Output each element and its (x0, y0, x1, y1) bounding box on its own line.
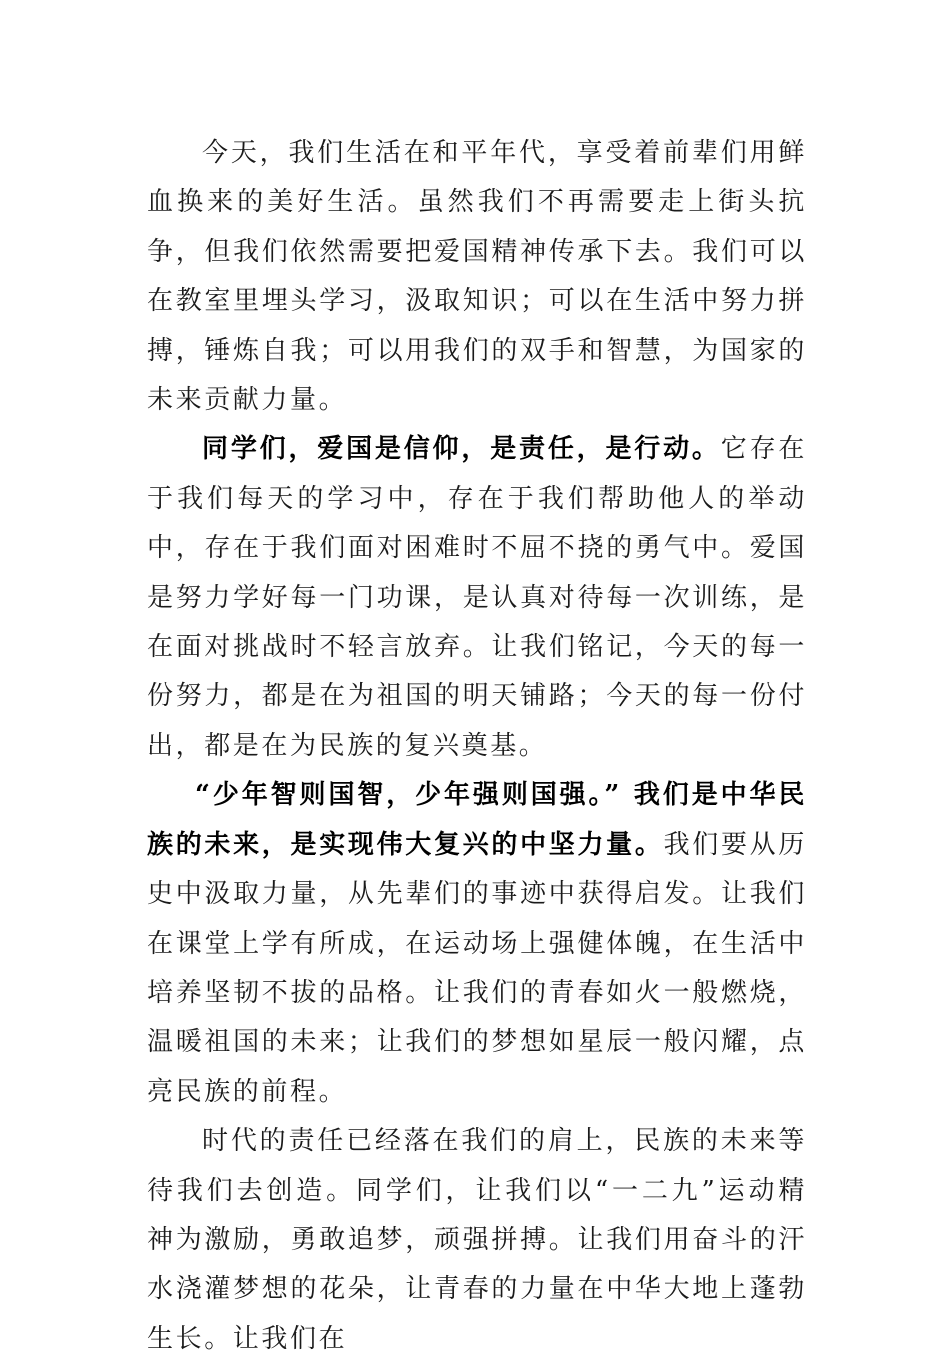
paragraph-3-text: 我们要从历史中汲取力量，从先辈们的事迹中获得启发。让我们在课堂上学有所成，在运动场上强健体魄，在生活中培养坚韧不拔的品格。让我们的青春如火一般燃烧，温暖祖国的未来；让我们的梦想如星辰一般闪耀，点亮民族的前程。 (147, 829, 807, 1107)
paragraph-2 (147, 425, 807, 771)
paragraph-3-bold: “少年智则国智，少年强则国强。” 我们是中华民族的未来，是实现伟大复兴的中坚力量。 (147, 780, 807, 860)
paragraph-2-bold: 同学们，爱国是信仰，是责任，是行动。 (202, 434, 721, 465)
paragraph-4 (147, 1117, 807, 1364)
document-body (147, 129, 807, 1364)
paragraph-2-text: 它存在于我们每天的学习中，存在于我们帮助他人的举动中，存在于我们面对困难时不屈不挠的勇气中。爱国是努力学好每一门功课，是认真对待每一次训练，是在面对挑战时不轻言放弃。让我们铭记，今天的每一份努力，都是在为祖国的明天铺路；今天的每一份付出，都是在为民族的复兴奠基。 (147, 434, 807, 761)
paragraph-1 (147, 129, 807, 425)
paragraph-3 (147, 771, 807, 1117)
paragraph-1-text: 今天，我们生活在和平年代，享受着前辈们用鲜血换来的美好生活。虽然我们不再需要走上街头抗争，但我们依然需要把爱国精神传承下去。我们可以在教室里埋头学习，汲取知识；可以在生活中努力拼搏，锤炼自我；可以用我们的双手和智慧，为国家的未来贡献力量。 (147, 138, 807, 416)
paragraph-4-text: 时代的责任已经落在我们的肩上，民族的未来等待我们去创造。同学们，让我们以“一二九”运动精神为激励，勇敢追梦，顽强拼搏。让我们用奋斗的汗水浇灌梦想的花朵，让青春的力量在中华大地上蓬勃生长。让我们在 (147, 1126, 807, 1354)
